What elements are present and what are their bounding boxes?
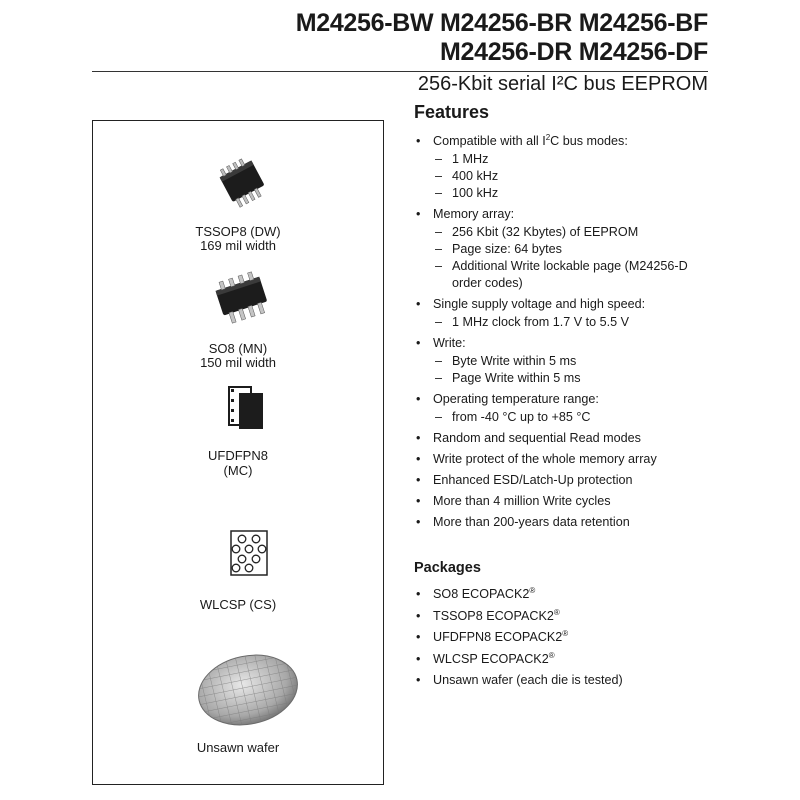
- feature-text: More than 200-years data retention: [433, 515, 630, 529]
- feature-text: Write protect of the whole memory array: [433, 452, 657, 466]
- packages-heading: Packages: [414, 560, 481, 576]
- feature-item: [414, 334, 714, 387]
- feature-sublist: [433, 409, 714, 426]
- package-text: UFDFPN8 ECOPACK2: [433, 630, 563, 644]
- feature-subitem: – 256 Kbit (32 Kbytes) of EEPROM: [433, 224, 714, 241]
- feature-item: [414, 513, 714, 532]
- feature-text: Compatible with all I: [433, 134, 546, 148]
- feature-sublist: [433, 224, 714, 292]
- feature-subitem: – Additional Write lockable page (M24256-D order codes): [433, 258, 714, 292]
- packages-list: [414, 584, 714, 692]
- package-text: SO8 ECOPACK2: [433, 587, 530, 601]
- feature-text: Single supply voltage and high speed:: [433, 297, 646, 311]
- so8-detail: 150 mil width: [200, 355, 276, 370]
- subtitle: 256-Kbit serial I²C bus EEPROM: [417, 73, 708, 95]
- feature-subitem: – Byte Write within 5 ms: [433, 353, 714, 370]
- ufdfpn8-detail: (MC): [223, 463, 253, 478]
- feature-item: [414, 295, 714, 331]
- package-sup: ®: [548, 650, 555, 660]
- feature-item: [414, 390, 714, 426]
- so8-label: SO8 (MN): [208, 341, 268, 356]
- tssop8-detail: 169 mil width: [200, 238, 276, 253]
- feature-subitem: – 100 kHz: [433, 185, 714, 202]
- feature-text: More than 4 million Write cycles: [433, 494, 611, 508]
- title-line-1: M24256-BW M24256-BR M24256-BF: [295, 9, 708, 37]
- feature-item: [414, 471, 714, 490]
- package-panel: [92, 120, 384, 785]
- title-line-2: M24256-DR M24256-DF: [439, 38, 708, 66]
- feature-item: [414, 429, 714, 448]
- feature-sublist: [433, 314, 714, 331]
- feature-sup: 2: [545, 132, 551, 142]
- feature-subitem: – Page Write within 5 ms: [433, 370, 714, 387]
- wlcsp-chip-icon: [230, 530, 268, 576]
- feature-item: [414, 450, 714, 469]
- feature-text: Enhanced ESD/Latch-Up protection: [433, 473, 633, 487]
- feature-sublist: [433, 151, 714, 202]
- package-item: [414, 627, 714, 649]
- feature-text-post: C bus modes:: [550, 134, 628, 148]
- features-heading: Features: [414, 102, 490, 122]
- ufdfpn8-chip-icon: [227, 385, 267, 431]
- so8-chip-icon: [211, 269, 273, 327]
- wafer-icon: [193, 648, 303, 730]
- package-item: [414, 584, 714, 606]
- package-text: TSSOP8 ECOPACK2: [433, 608, 554, 623]
- package-sup: ®: [529, 585, 536, 595]
- feature-subitem: – Page size: 64 bytes: [433, 241, 714, 258]
- tssop8-chip-icon: [215, 153, 271, 213]
- package-sup: ®: [562, 628, 569, 638]
- ufdfpn8-label: UFDFPN8: [208, 448, 268, 463]
- features-list: [414, 132, 714, 534]
- package-sup: ®: [553, 607, 560, 617]
- package-item: [414, 670, 714, 692]
- feature-item: [414, 205, 714, 292]
- package-text: WLCSP ECOPACK2: [433, 651, 549, 666]
- feature-subitem: – 1 MHz clock from 1.7 V to 5.5 V: [433, 314, 714, 331]
- feature-text: Operating temperature range:: [433, 392, 599, 406]
- feature-item: [414, 492, 714, 511]
- package-text: Unsawn wafer (each die is tested): [433, 673, 623, 687]
- wafer-label: Unsawn wafer: [196, 740, 280, 755]
- package-item: [414, 649, 714, 671]
- feature-item: [414, 132, 714, 202]
- feature-text: Write:: [433, 336, 466, 350]
- tssop8-label: TSSOP8 (DW): [195, 224, 281, 239]
- feature-subitem: – 400 kHz: [433, 168, 714, 185]
- feature-subitem: – from -40 °C up to +85 °C: [433, 409, 714, 426]
- feature-text: Memory array:: [433, 207, 515, 221]
- feature-sublist: [433, 353, 714, 387]
- package-item: [414, 606, 714, 628]
- feature-subitem: – 1 MHz: [433, 151, 714, 168]
- feature-text: Random and sequential Read modes: [433, 431, 641, 445]
- wlcsp-label: WLCSP (CS): [199, 597, 277, 612]
